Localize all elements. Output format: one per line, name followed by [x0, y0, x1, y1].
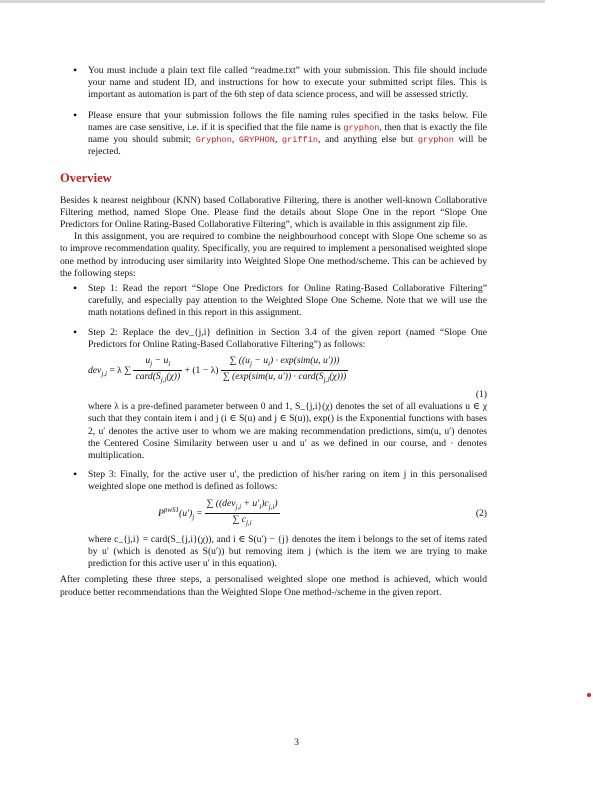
- bullet-readme-text: You must include a plain text file called “readme.txt” with your submission. This file should include your name and student ID, and instructions for how to execute your submitted script files. This is important as automation is part of the 6th step of data science process, and will be assessed strictly.: [88, 65, 487, 101]
- scroll-marker-dot: [587, 693, 591, 697]
- code-GRYPHON: GRYPHON: [238, 135, 275, 146]
- step1-item: [60, 283, 487, 320]
- step2-intro: Step 2: Replace the dev_{j,i} definition in Section 3.4 of the given report (named “Slope One Predictors for Online Rating-Based Collaborative Filtering”) as follows:: [88, 326, 487, 350]
- eq2-number: (2): [475, 507, 487, 519]
- equation-2: $P^{pwS1}(u')_j$ = $\frac{\sum ((dev_{j,i} + u'_i)c_{j,i})}{\sum c_{j,i}}$ (2): [158, 497, 487, 527]
- page-number: 3: [294, 737, 299, 748]
- eq1-number: (1): [475, 389, 487, 401]
- step3-item: [60, 469, 487, 570]
- code-griffin: griffin: [281, 135, 319, 146]
- step3-explain: where c_{j,i} = card(S_{j,i}(χ)), and i ∈ S(u′) − {j} denotes the item i belongs to the set of items rated by u′ (which is denoted as S(u′)) but removing item j (which is the item we are trying to make prediction for this active user u′ in this equation).: [88, 533, 487, 570]
- document-page: [60, 60, 487, 599]
- section-heading: Overview: [60, 171, 112, 186]
- step2-item: [60, 327, 487, 463]
- code-gryphon: gryphon: [343, 122, 380, 133]
- overview-paragraph-1: Besides k nearest neighbour (KNN) based Collaborative Filtering, there is another well-known Collaborative Filtering method, named Slope One. Please find the details about Slope One in the report “Slope One Predictors for Online Rating-Based Collaborative Filtering”, which is available in this assignment zip file.: [60, 194, 487, 231]
- step3-intro: Step 3: Finally, for the active user u′, the prediction of his/her raring on item j in this personalised weighted slope one method is defined as follows:: [88, 469, 487, 493]
- step2-explain: where λ is a pre-defined parameter between 0 and 1, S_{j,i}(χ) denotes the set of all evaluations u ∈ χ such that they contain item i and j (i ∈ S(u) and j ∈ S(u)), exp() is the Exponential functions with bases 2, u′ denotes the active user to whom we are making recommendation predictions, sim(u, u′) denotes the Centered Cosine Similarity between user u and u′ as we defined in our course, and · denotes multiplication.: [88, 401, 487, 462]
- top-divider: [0, 0, 545, 3]
- bullet-naming: • Please ensure that your submission follows the file naming rules specified in the tasks below. File names are case sensitive, i.e. if it is specified that the file name is gryphon, then that is exactly the file name you should submit; Gryphon, GRYPHON, griffin, and anything else but gryphon will be rejected.: [60, 110, 487, 159]
- step1-text: Step 1: Read the report “Slope One Predictors for Online Rating-Based Collaborative Filtering” carefully, and especially pay attention to the Weighted Slope One Scheme. Note that we will use the math notations defined in this report in this assignment.: [88, 283, 487, 319]
- overview-paragraph-2: In this assignment, you are required to combine the neighbourhood concept with Slope One scheme so as to improve recommendation quality. Specifically, you are required to implement a personalised weighted slope one method by introducing user similarity into Weighted Slope One method/scheme. This can be achieved by the following steps:: [60, 231, 487, 279]
- code-gryphon-2: gryphon: [417, 135, 454, 146]
- bullet-readme: [60, 65, 487, 102]
- code-Gryphon: Gryphon: [195, 135, 232, 146]
- closing-paragraph: After completing these three steps, a personalised weighted slope one method is achieved, which would produce better recommendations than the Weighted Slope One method-/scheme in the given report.: [60, 574, 487, 598]
- equation-1: dev$_{j,i}$ = λ ∑ $\frac{u_j - u_i}{card(S_{j,i}(\chi))}$ + (1 − λ) $\frac{\sum ((u_j - u_i) \cdot \exp(sim(u, u')))}{\sum (\exp(sim(u, u')) \cdot card(S_{j,i}(\chi)))}$: [88, 355, 347, 385]
